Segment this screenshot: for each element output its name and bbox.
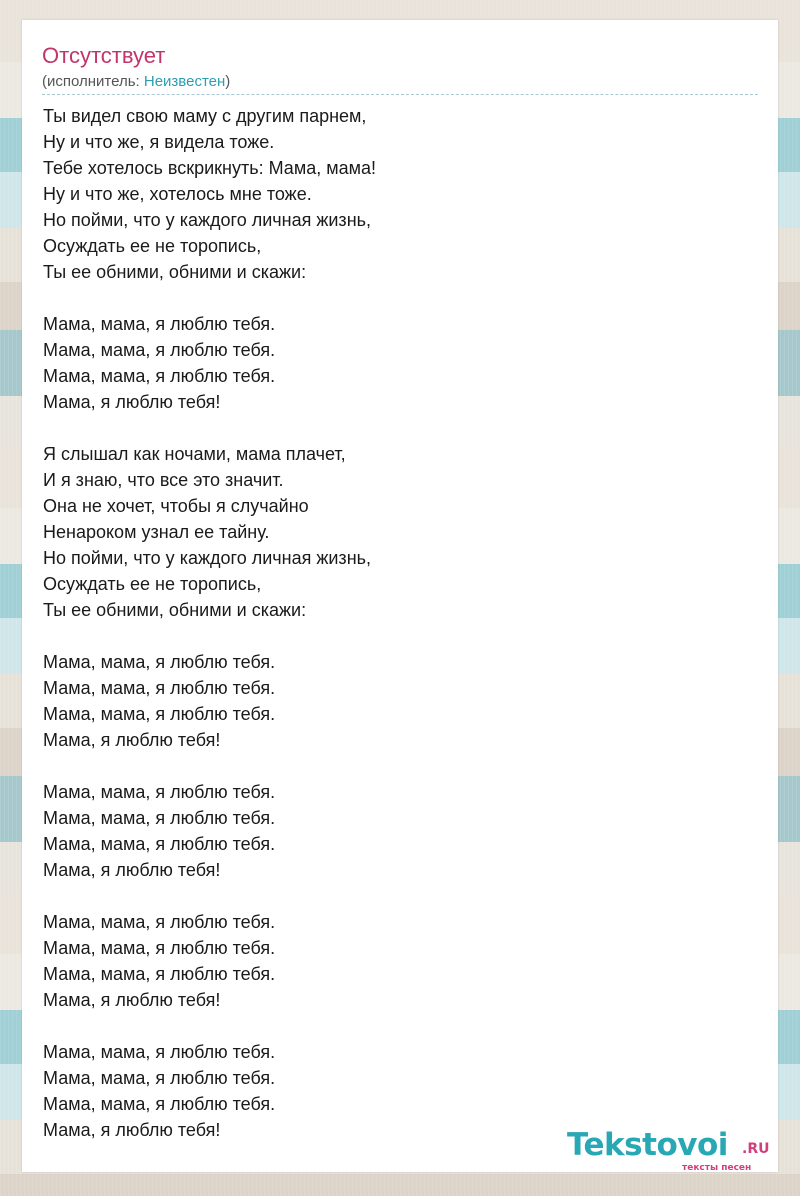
lyric-line: Мама, я люблю тебя! xyxy=(43,392,221,412)
lyrics-text xyxy=(43,103,743,1143)
lyric-line: Мама, мама, я люблю тебя. xyxy=(43,366,276,386)
lyric-line: Мама, мама, я люблю тебя. xyxy=(43,912,276,932)
lyric-line: И я знаю, что все это значит. xyxy=(43,470,284,490)
lyric-line: Мама, мама, я люблю тебя. xyxy=(43,808,276,828)
lyric-line: Мама, мама, я люблю тебя. xyxy=(43,1094,276,1114)
lyric-line: Мама, мама, я люблю тебя. xyxy=(43,704,276,724)
tekstovoi-logo[interactable] xyxy=(567,1128,777,1178)
lyric-line: Мама, мама, я люблю тебя. xyxy=(43,782,276,802)
artist-prefix: (исполнитель: xyxy=(42,73,144,90)
lyric-line: Но пойми, что у каждого личная жизнь, xyxy=(43,548,372,568)
lyrics-card xyxy=(22,20,778,1172)
lyric-line: Ты видел свою маму с другим парнем, xyxy=(43,106,367,126)
artist-link[interactable]: Неизвестен xyxy=(143,73,226,90)
artist-suffix: ) xyxy=(225,73,231,90)
stanza-gap xyxy=(43,623,743,649)
logo-tagline: тексты песен xyxy=(682,1163,752,1173)
lyric-line: Мама, я люблю тебя! xyxy=(43,1120,221,1140)
artist-line xyxy=(42,73,230,91)
lyric-line: Ненароком узнал ее тайну. xyxy=(43,522,270,542)
stanza-gap xyxy=(43,883,743,909)
lyric-line: Ну и что же, хотелось мне тоже. xyxy=(43,184,312,204)
lyric-line: Мама, мама, я люблю тебя. xyxy=(43,1068,276,1088)
logo-tld: .RU xyxy=(742,1141,770,1157)
lyric-line: Мама, мама, я люблю тебя. xyxy=(43,938,276,958)
song-title: Отсутствует xyxy=(42,43,166,68)
stanza-gap xyxy=(43,285,743,311)
lyric-line: Ты ее обними, обними и скажи: xyxy=(43,262,307,282)
stanza-gap xyxy=(43,753,743,779)
lyric-line: Ты ее обними, обними и скажи: xyxy=(43,600,307,620)
lyric-line: Тебе хотелось вскрикнуть: Мама, мама! xyxy=(43,158,376,178)
lyric-line: Мама, мама, я люблю тебя. xyxy=(43,652,276,672)
stanza-gap xyxy=(43,1013,743,1039)
lyric-line: Мама, мама, я люблю тебя. xyxy=(43,678,276,698)
lyric-line: Мама, мама, я люблю тебя. xyxy=(43,834,276,854)
logo-name: Tekstovoi xyxy=(567,1127,728,1163)
lyric-line: Но пойми, что у каждого личная жизнь, xyxy=(43,210,372,230)
lyric-line: Мама, мама, я люблю тебя. xyxy=(43,314,276,334)
lyric-line: Она не хочет, чтобы я случайно xyxy=(43,496,309,516)
lyric-line: Мама, я люблю тебя! xyxy=(43,990,221,1010)
lyric-line: Ну и что же, я видела тоже. xyxy=(43,132,275,152)
lyric-line: Я слышал как ночами, мама плачет, xyxy=(43,444,346,464)
lyric-line: Мама, я люблю тебя! xyxy=(43,730,221,750)
lyric-line: Мама, мама, я люблю тебя. xyxy=(43,340,276,360)
lyric-line: Осуждать ее не торопись, xyxy=(43,236,262,256)
lyric-line: Мама, мама, я люблю тебя. xyxy=(43,1042,276,1062)
song-header xyxy=(42,40,758,95)
lyric-line: Мама, мама, я люблю тебя. xyxy=(43,964,276,984)
lyric-line: Осуждать ее не торопись, xyxy=(43,574,262,594)
stanza-gap xyxy=(43,415,743,441)
lyric-line: Мама, я люблю тебя! xyxy=(43,860,221,880)
